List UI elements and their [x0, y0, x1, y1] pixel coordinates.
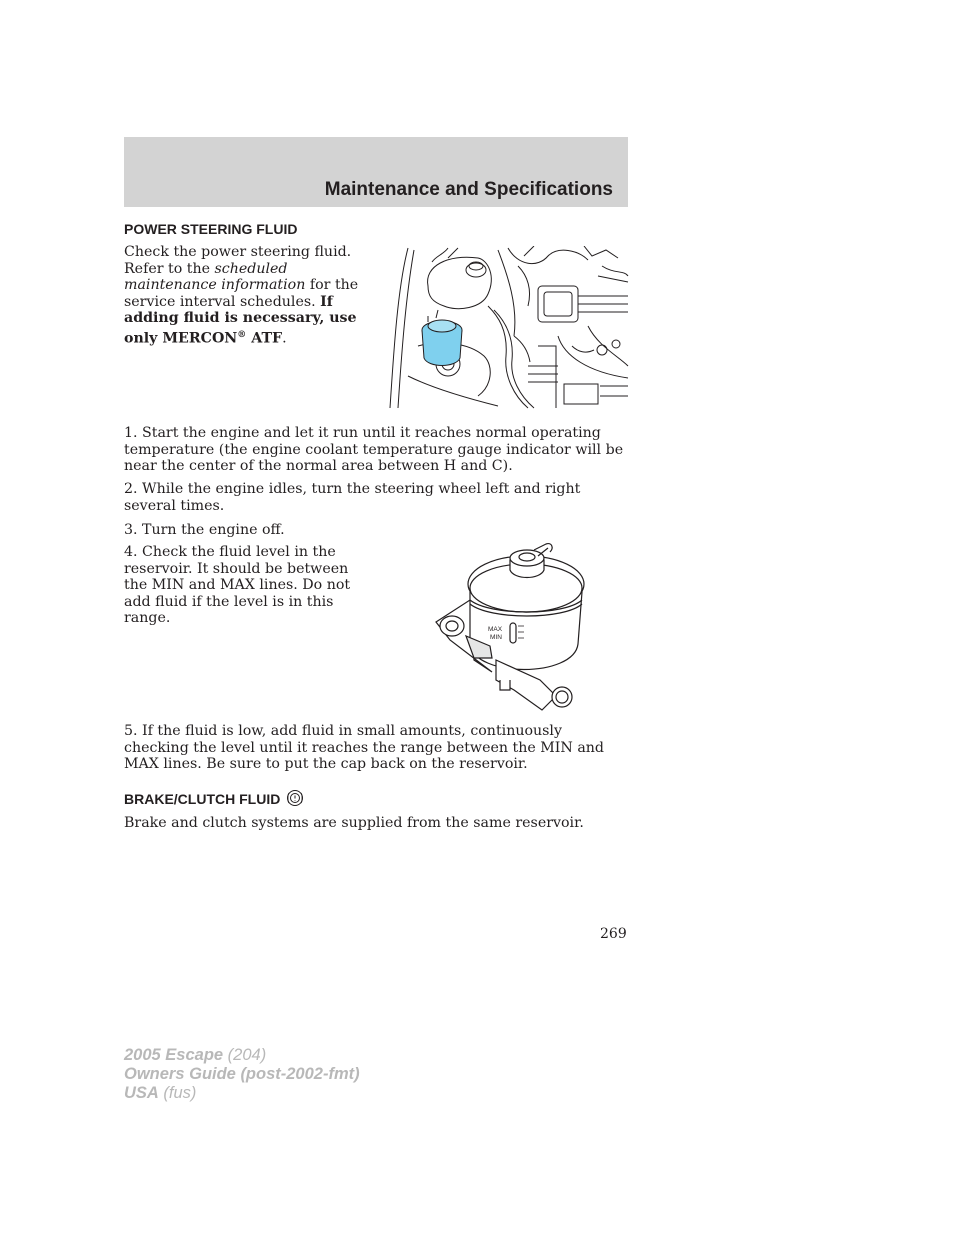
- power-steering-intro: Check the power steering fluid. Refer to the scheduled maintenance information for the service interval schedules. If adding fluid is necessary, use only MERCON® ATF.: [124, 244, 359, 347]
- document-footer: [124, 1046, 360, 1103]
- section-header-band: [124, 137, 628, 207]
- brake-clutch-text: Brake and clutch systems are supplied from the same reservoir.: [124, 815, 584, 831]
- footer-line-1: 2005 Escape (204): [124, 1046, 267, 1064]
- power-steering-heading: POWER STEERING FLUID: [124, 221, 298, 237]
- step-5: 5. If the fluid is low, add fluid in small amounts, continuously checking the level until it reaches the range between the MIN and MAX lines. Be sure to put the cap back on the reservoir.: [124, 723, 604, 773]
- page-number: 269: [600, 926, 627, 942]
- brake-clutch-heading: BRAKE/CLUTCH FLUID: [124, 789, 304, 807]
- min-label: MIN: [490, 634, 502, 641]
- footer-line-2: Owners Guide (post-2002-fmt): [124, 1065, 360, 1083]
- step-3: 3. Turn the engine off.: [124, 522, 285, 538]
- power-steering-reservoir-illustration: [430, 540, 596, 712]
- step-2: 2. While the engine idles, turn the steering wheel left and right several times.: [124, 481, 581, 514]
- engine-compartment-illustration: [388, 246, 630, 410]
- step-1: 1. Start the engine and let it run until it reaches normal operating temperature (the engine coolant temperature gauge indicator will be near the center of the normal area between H and C).: [124, 425, 624, 475]
- step-4: 4. Check the fluid level in the reservoir. It should be between the MIN and MAX lines. Do not add fluid if the level is in this range.: [124, 544, 351, 627]
- footer-line-3: USA (fus): [124, 1084, 197, 1102]
- section-title: Maintenance and Specifications: [324, 179, 613, 200]
- max-label: MAX: [488, 626, 503, 633]
- brake-fluid-icon: [286, 789, 304, 807]
